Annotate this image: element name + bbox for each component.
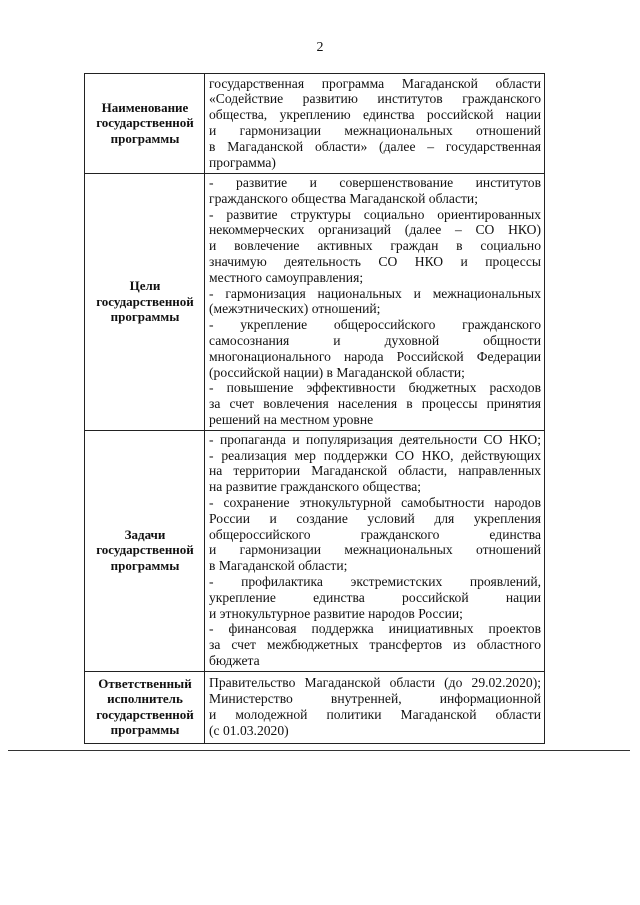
content-program-name [205,74,545,174]
label-line: Ответственный [98,675,192,691]
text-line: (с 01.03.2020) [209,722,289,738]
text-line: в Магаданской области» (далее – государственная [209,138,541,154]
text-line: общероссийского гражданского единства [209,526,541,542]
label-program-name [85,74,205,174]
text-line: в Магаданской области; [209,558,348,574]
text-line: решений на местном уровне [209,411,374,427]
text-line: - финансовая поддержка инициативных проектов [209,621,541,637]
text-line: на территории Магаданской области, направленных [209,463,541,479]
text-line: на развитие гражданского общества; [209,479,422,495]
content-responsible-executor [205,671,545,743]
text-line: - развитие и совершенствование институтов [209,175,541,190]
text-line: и вовлечение активных граждан в социально [209,238,541,254]
page-number: 2 [316,40,324,55]
text-line: - профилактика экстремистских проявлений, [209,573,541,589]
label-line: исполнитель [107,691,183,707]
text-line: - сохранение этнокультурной самобытности народов [209,494,541,510]
text-line: «Содействие развитию институтов гражданского [209,91,541,107]
label-responsible-executor [85,671,205,743]
label-line: программы [110,557,180,573]
text-line: гражданского общества Магаданской области; [209,190,478,206]
text-line: и гармонизации межнациональных отношений [209,542,541,558]
text-line: (российской нации) в Магаданской области; [209,364,465,380]
text-line: и гармонизации межнациональных отношений [209,123,541,138]
label-line: Задачи [124,526,166,542]
label-line: Цели [129,278,161,294]
text-line: общества, укреплению единства российской нации [209,107,541,123]
label-line: Наименование [101,99,189,115]
text-line: Правительство Магаданской области (до 29.02.2020); [209,675,541,691]
text-line: за счет межбюджетных трансфертов из областного [209,637,541,653]
text-line: некоммерческих организаций (далее – СО НКО) [209,222,541,238]
label-program-tasks [85,430,205,671]
text-line: и молодежной политики Магаданской области [209,706,541,722]
text-line: укрепление единства российской нации [209,589,541,605]
text-line: программа) [209,154,276,170]
row-responsible-executor [85,671,545,743]
label-line: государственной [96,115,194,131]
text-line: самосознания и духовной общности [209,332,541,348]
label-line: программы [110,722,180,738]
text-line: - реализация мер поддержки СО НКО, действующих [209,447,541,463]
text-line: за счет вовлечения населения в процессы принятия [209,396,541,412]
text-line: - гармонизация национальных и межнациональных [209,285,541,301]
text-line: (межэтнических) отношений; [209,301,381,317]
text-line: - повышение эффективности бюджетных расходов [209,380,541,396]
text-line: государственная программа Магаданской области [209,75,541,91]
text-line: России и создание условий для укрепления [209,510,541,526]
text-line: местного самоуправления; [209,269,364,285]
text-line: бюджета [209,652,260,668]
text-line: значимую деятельность СО НКО и процессы [209,253,541,269]
row-program-goals [85,174,545,431]
label-line: государственной [96,706,194,722]
label-program-goals [85,174,205,431]
content-program-goals [205,174,545,431]
text-line: и этнокультурное развитие народов России; [209,605,463,621]
program-passport-table [84,73,545,744]
label-line: программы [110,309,180,325]
text-line: Министерство внутренней, информационной [209,690,541,706]
text-line: - развитие структуры социально ориентированных [209,206,541,222]
label-line: государственной [96,293,194,309]
label-line: государственной [96,542,194,558]
row-program-name [85,74,545,174]
row-program-tasks [85,430,545,671]
text-line: - пропаганда и популяризация деятельности СО НКО; [209,431,541,447]
content-program-tasks [205,430,545,671]
text-line: многонационального народа Российской Федерации [209,348,541,364]
label-line: программы [110,130,180,146]
text-line: - укрепление общероссийского гражданского [209,317,541,333]
page-divider [8,750,630,751]
